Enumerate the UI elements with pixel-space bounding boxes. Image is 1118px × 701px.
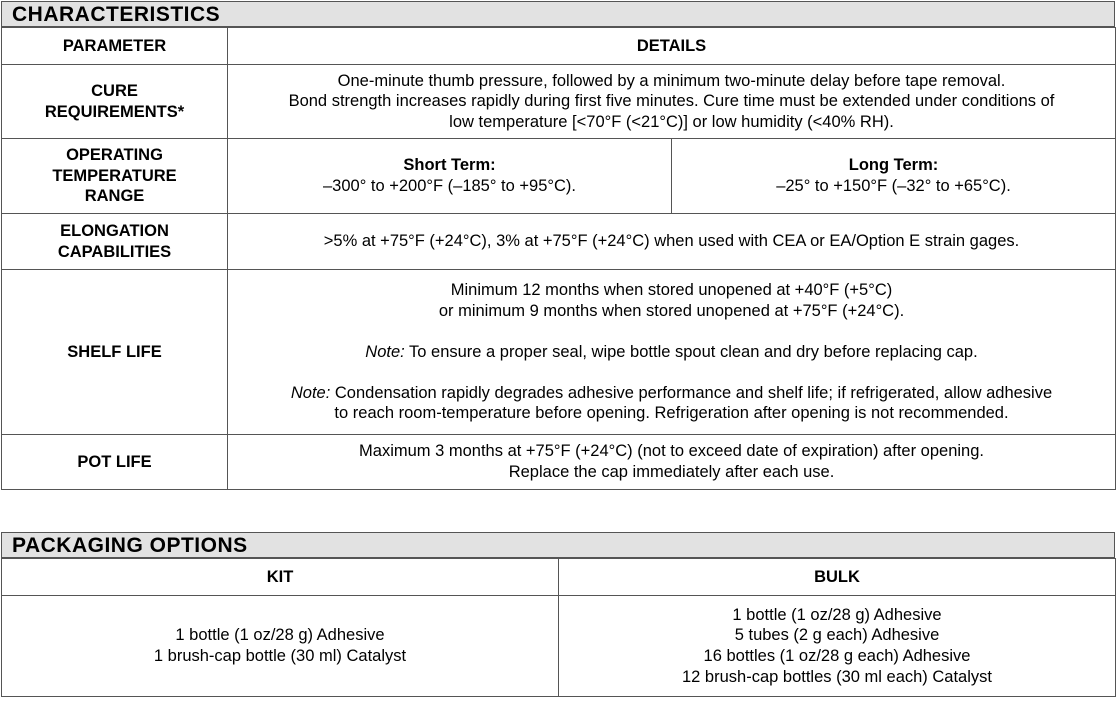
note-text: To ensure a proper seal, wipe bottle spout clean and dry before replacing cap.	[404, 342, 978, 361]
kit-item: 1 bottle (1 oz/28 g) Adhesive	[175, 626, 385, 645]
bulk-item: 12 brush-cap bottles (30 ml each) Catalyst	[682, 667, 992, 686]
cure-line: One-minute thumb pressure, followed by a minimum two-minute delay before tape removal.	[337, 71, 1006, 90]
operating-temp-label-line: RANGE	[84, 187, 145, 206]
cure-line: Bond strength increases rapidly during first five minutes. Cure time must be extended under conditions of	[288, 92, 1055, 111]
bulk-item: 5 tubes (2 g each) Adhesive	[734, 626, 940, 645]
shelf-life-line: to reach room-temperature before opening. Refrigeration after opening is not recommended.	[334, 404, 1009, 423]
cure-line: low temperature [<70°F (<21°C)] or low humidity (<40% RH).	[449, 112, 894, 131]
cure-row	[2, 65, 1116, 139]
shelf-life-note2	[234, 383, 1109, 404]
operating-temp-label	[2, 139, 228, 214]
characteristics-header-row	[2, 28, 1116, 65]
short-term-label: Short Term:	[403, 156, 496, 175]
note-label: Note:	[290, 383, 331, 402]
packaging-header-row	[2, 559, 1116, 596]
packaging-contents-row	[2, 596, 1116, 697]
operating-temp-row	[2, 139, 1116, 214]
note-text: Condensation rapidly degrades adhesive performance and shelf life; if refrigerated, allow adhesive	[330, 383, 1053, 402]
packaging-table	[1, 558, 1116, 697]
shelf-life-line: Minimum 12 months when stored unopened at +40°F (+5°C)	[450, 280, 893, 299]
long-term-cell	[672, 139, 1116, 214]
pot-life-line: Maximum 3 months at +75°F (+24°C) (not to exceed date of expiration) after opening.	[359, 442, 984, 461]
cure-label-line: REQUIREMENTS*	[44, 102, 185, 121]
shelf-life-note1	[234, 342, 1109, 363]
spacer	[234, 362, 1109, 383]
packaging-section	[1, 532, 1115, 697]
bulk-header: BULK	[559, 559, 1116, 596]
cure-label	[2, 65, 228, 139]
pot-life-details	[228, 435, 1116, 490]
cure-label-line: CURE	[91, 81, 138, 100]
characteristics-section	[1, 1, 1115, 490]
bulk-item: 1 bottle (1 oz/28 g) Adhesive	[732, 605, 942, 624]
kit-header: KIT	[2, 559, 559, 596]
elongation-row	[2, 214, 1116, 270]
short-term-value: –300° to +200°F (–185° to +95°C).	[323, 177, 576, 195]
kit-item: 1 brush-cap bottle (30 ml) Catalyst	[153, 647, 407, 665]
shelf-life-row	[2, 270, 1116, 435]
short-term-cell	[228, 139, 672, 214]
elongation-details: >5% at +75°F (+24°C), 3% at +75°F (+24°C) when used with CEA or EA/Option E strain gages.	[228, 214, 1116, 270]
shelf-life-label: SHELF LIFE	[2, 270, 228, 435]
pot-life-line: Replace the cap immediately after each use.	[508, 463, 835, 481]
pot-life-label: POT LIFE	[2, 435, 228, 490]
bulk-contents	[559, 596, 1116, 697]
long-term-value: –25° to +150°F (–32° to +65°C).	[776, 177, 1011, 195]
bulk-item: 16 bottles (1 oz/28 g each) Adhesive	[703, 647, 971, 665]
note-label: Note:	[365, 342, 405, 361]
characteristics-title: CHARACTERISTICS	[1, 1, 1115, 27]
elongation-label	[2, 214, 228, 270]
pot-life-row	[2, 435, 1116, 490]
operating-temp-label-line: TEMPERATURE	[52, 166, 177, 185]
shelf-life-details	[228, 270, 1116, 435]
operating-temp-label-line: OPERATING	[66, 146, 163, 165]
kit-contents	[2, 596, 559, 697]
details-header: DETAILS	[228, 28, 1116, 65]
long-term-label: Long Term:	[848, 156, 939, 175]
packaging-title: PACKAGING OPTIONS	[1, 532, 1115, 558]
elongation-label-line: CAPABILITIES	[57, 242, 172, 261]
characteristics-table	[1, 27, 1116, 490]
elongation-label-line: ELONGATION	[60, 221, 169, 240]
cure-details	[228, 65, 1116, 139]
shelf-life-line: or minimum 9 months when stored unopened at +75°F (+24°C).	[438, 301, 905, 320]
spacer	[234, 321, 1109, 342]
parameter-header: PARAMETER	[2, 28, 228, 65]
